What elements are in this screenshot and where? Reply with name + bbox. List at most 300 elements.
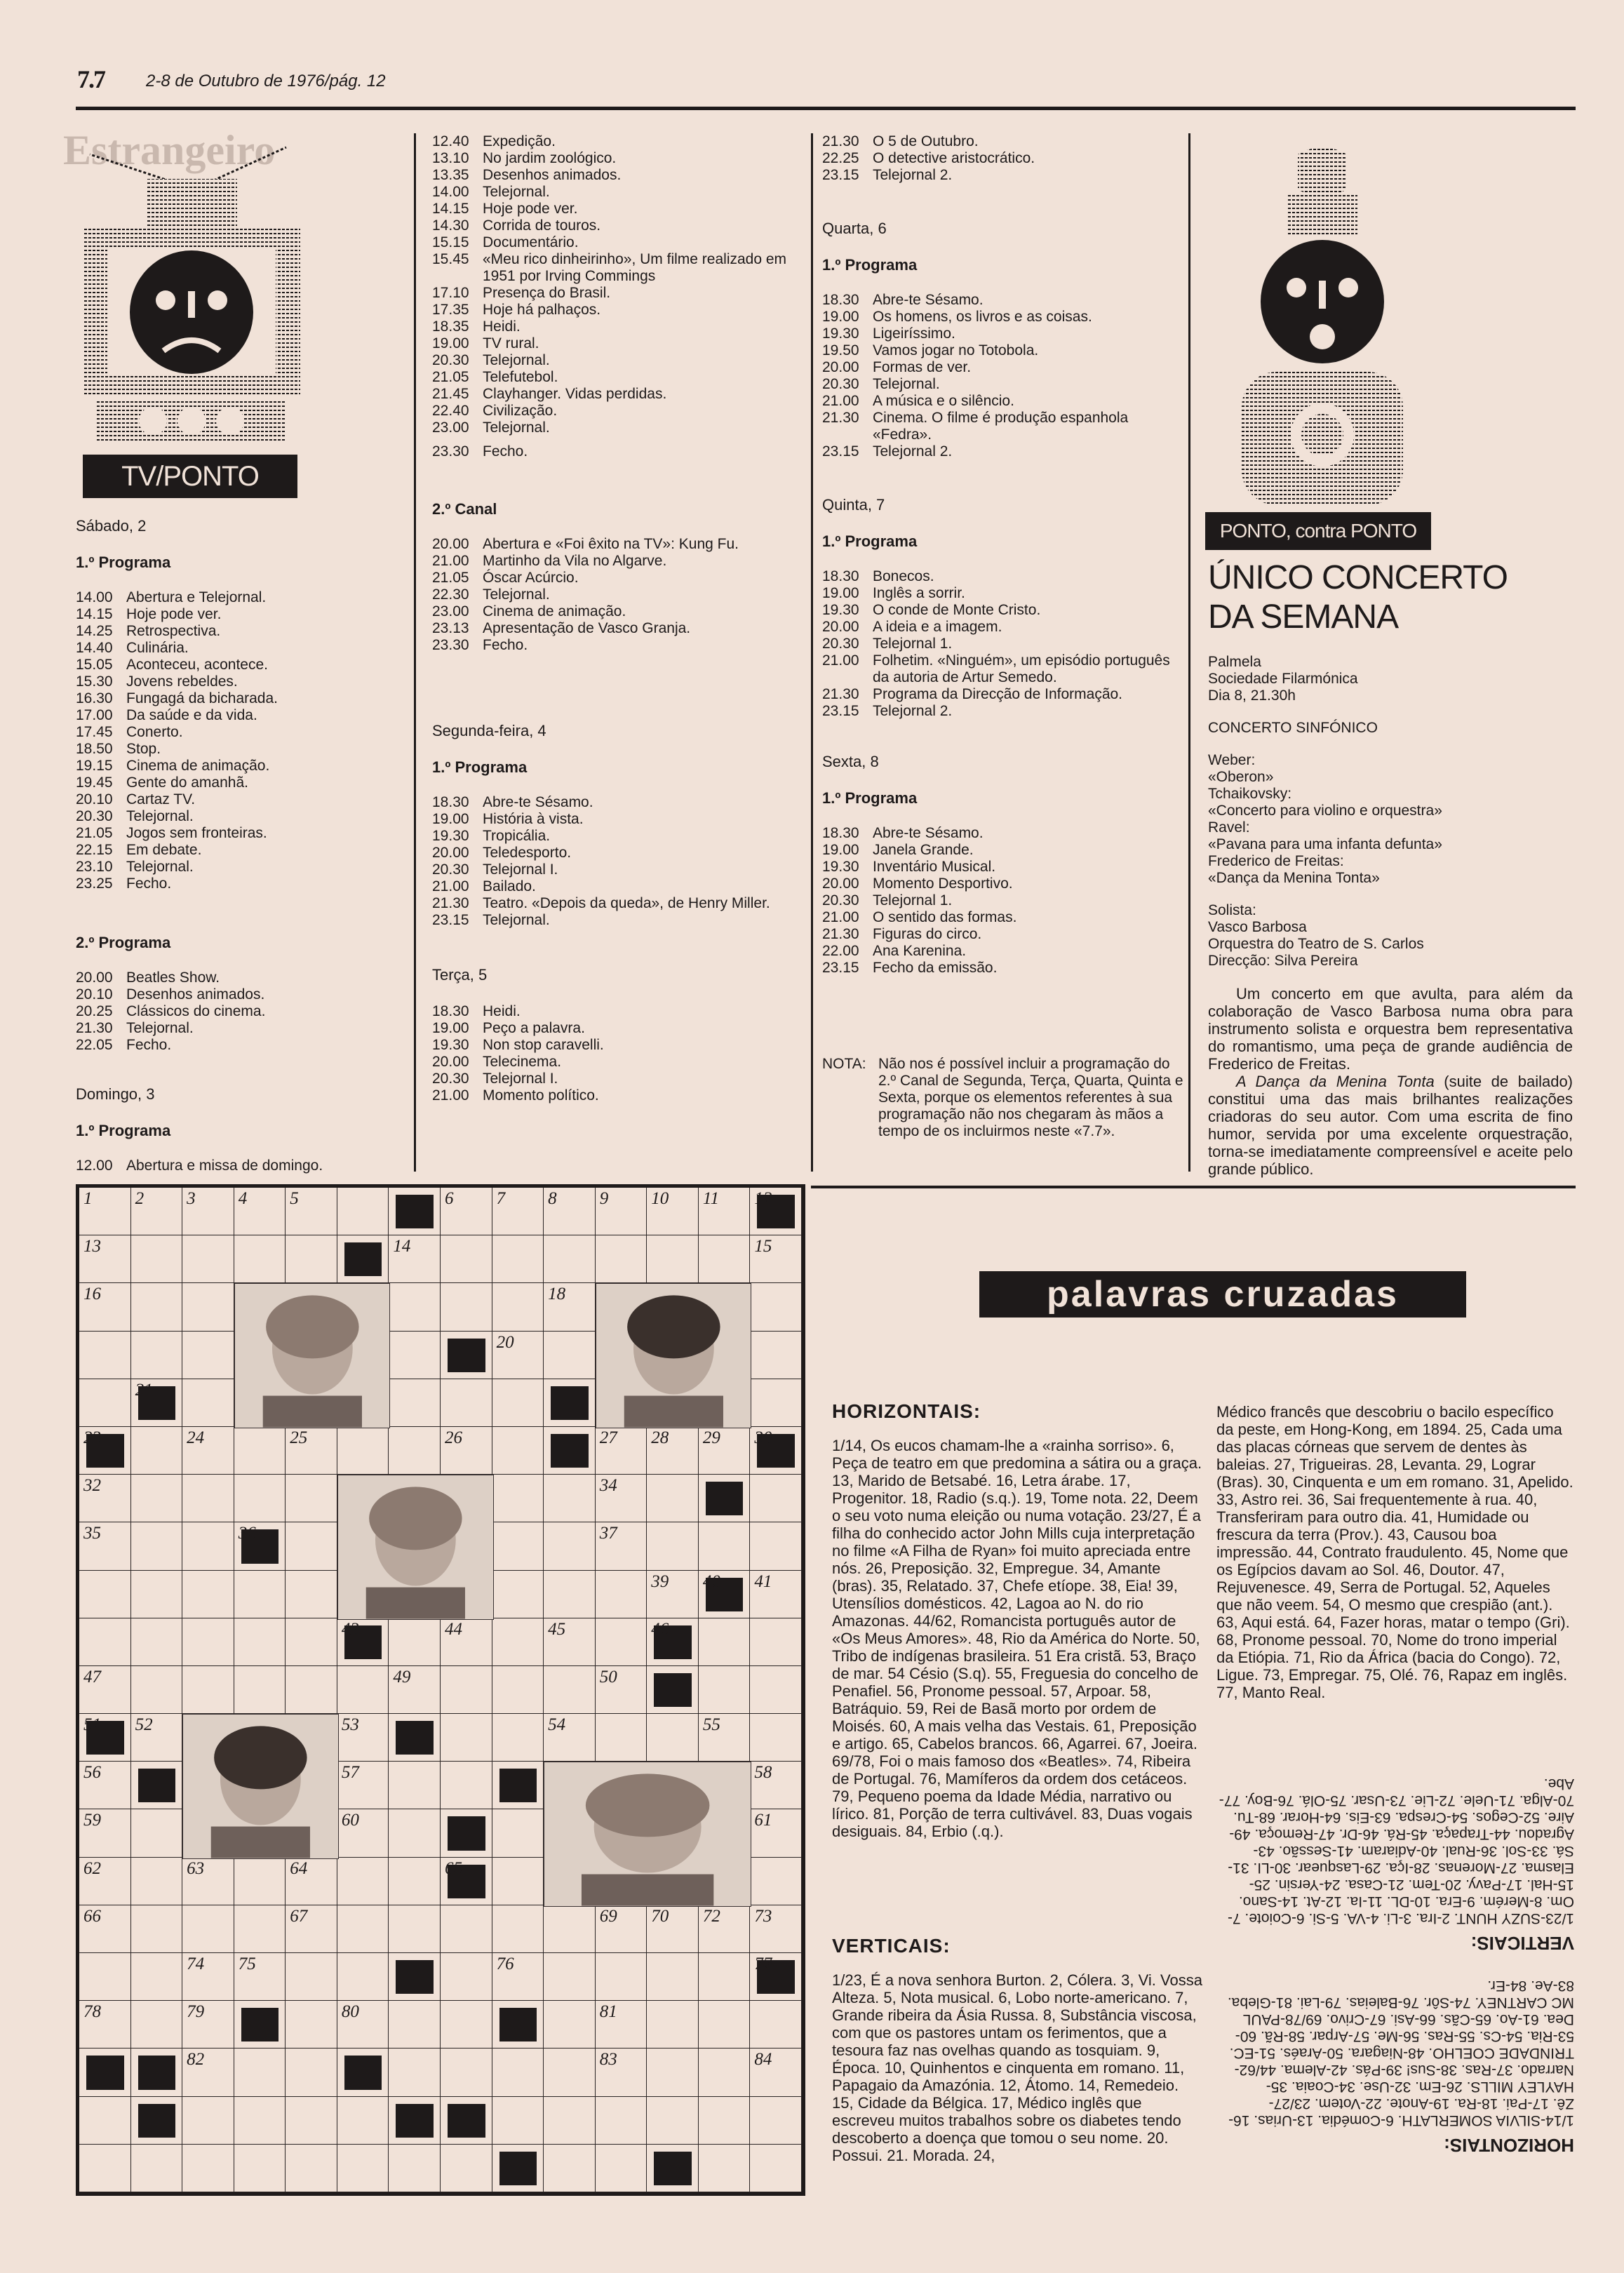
crossword-clue-number: 53: [341, 1715, 359, 1735]
crossword-cell: [286, 2097, 337, 2145]
schedule-title: Formas de ver.: [873, 359, 972, 375]
crossword-black-square: [551, 1434, 589, 1468]
schedule-title: Telejornal 1.: [873, 892, 953, 908]
schedule-item: [76, 970, 405, 986]
crossword-cell: [182, 1571, 234, 1618]
crossword-cell: [750, 1618, 802, 1666]
crossword-cell: [544, 1522, 596, 1570]
schedule-time: 23.00: [432, 420, 469, 436]
crossword-clue-number: 14: [393, 1237, 411, 1256]
schedule-title: Telejornal 1.: [873, 636, 953, 652]
crossword-clue-number: 69: [599, 1906, 617, 1926]
crossword-cell: [234, 2145, 286, 2192]
crossword-cell: [182, 1332, 234, 1379]
schedule-title: Bonecos.: [873, 568, 934, 584]
crossword-clue-number: 18: [548, 1285, 566, 1304]
crossword-cell: [492, 2097, 544, 2145]
schedule-item: [76, 673, 405, 690]
schedule-time: 12.00: [76, 1158, 113, 1174]
crossword-cell: [131, 1666, 183, 1714]
schedule-item: [822, 410, 1180, 443]
crossword-cell: [337, 1905, 389, 1953]
schedule-title: Telejornal.: [126, 808, 194, 824]
schedule-title: Da saúde e da vida.: [126, 707, 257, 723]
crossword-cell: [492, 1475, 544, 1522]
horizontal-clues: [832, 1400, 1204, 1840]
schedule-item: [432, 352, 804, 369]
crossword-cell: [234, 1905, 286, 1953]
crossword-cell: [389, 1858, 441, 1905]
schedule-title: No jardim zoológico.: [483, 150, 617, 166]
crossword-clue-number: 44: [445, 1619, 462, 1639]
schedule-title: Hoje há palhaços.: [483, 302, 601, 318]
schedule-time: 19.00: [432, 1020, 469, 1036]
schedule-time: 20.10: [76, 791, 113, 807]
schedule-time: 21.30: [822, 133, 859, 149]
schedule-title: Cinema de animação.: [126, 758, 270, 774]
crossword-cell: [337, 2145, 389, 2192]
crossword-clue-number: 63: [187, 1858, 205, 1878]
crossword-cell: [699, 1953, 751, 2001]
crossword-cell: [389, 2049, 441, 2096]
crossword-cell: [596, 2097, 647, 2145]
schedule-time: 18.35: [432, 319, 469, 335]
schedule-title: Cartaz TV.: [126, 791, 196, 807]
crossword-cell: [234, 1858, 286, 1905]
crossword-clue-number: 62: [83, 1858, 101, 1878]
crossword-cell: [750, 1283, 802, 1331]
crossword-clue-number: 20: [496, 1332, 514, 1352]
crossword-cell: [596, 1235, 647, 1283]
crossword-clue-number: 40: [702, 1571, 720, 1591]
crossword-cell: [286, 1522, 337, 1570]
schedule-item: [822, 568, 1180, 585]
schedule-item: [822, 703, 1180, 720]
crossword-cell: [441, 2145, 492, 2192]
crossword-clue-number: 47: [83, 1667, 101, 1687]
crossword-clue-number: 43: [341, 1619, 359, 1639]
schedule-item: [822, 167, 1180, 184]
crossword-cell: [131, 1571, 183, 1618]
crossword-clue-number: 74: [187, 1954, 205, 1974]
crossword-cell: [492, 1858, 544, 1905]
schedule-item: [432, 811, 804, 828]
schedule-item: [432, 251, 804, 285]
schedule-item: [76, 707, 405, 724]
crossword-cell: [337, 1427, 389, 1475]
schedule-time: 18.30: [822, 825, 859, 841]
crossword-cell: [699, 1235, 751, 1283]
crossword-cell: [492, 1714, 544, 1762]
crossword-cell: [544, 2049, 596, 2096]
schedule-title: Civilização.: [483, 403, 558, 419]
schedule-item: [76, 640, 405, 657]
conductor: Direcção: Silva Pereira: [1208, 953, 1358, 969]
crossword-clue-number: 56: [83, 1763, 101, 1783]
crossword-cell: [79, 2145, 131, 2192]
program-heading: 1.º Programa: [822, 256, 918, 274]
schedule-item: [432, 335, 804, 352]
program-heading: 2.º Programa: [76, 934, 171, 951]
crossword-cell: [750, 2001, 802, 2049]
schedule-time: 22.25: [822, 150, 859, 166]
schedule-time: 14.30: [432, 217, 469, 234]
schedule-list: [76, 970, 405, 1054]
schedule-time: 18.30: [432, 794, 469, 810]
schedule-title: Hoje pode ver.: [483, 201, 578, 217]
crossword-clue-number: 7: [496, 1189, 506, 1208]
crossword-cell: [596, 1714, 647, 1762]
schedule-title: Inventário Musical.: [873, 859, 996, 875]
schedule-title: Martinho da Vila no Algarve.: [483, 553, 667, 569]
schedule-title: Gente do amanhã.: [126, 775, 248, 791]
schedule-time: 19.30: [432, 828, 469, 844]
crossword-cell: [441, 1953, 492, 2001]
crossword-clue-number: 46: [651, 1619, 669, 1639]
crossword-cell: [699, 1618, 751, 1666]
schedule-title: Cinema de animação.: [483, 603, 626, 619]
note-label: NOTA:: [822, 1056, 866, 1072]
schedule-time: 21.05: [76, 825, 113, 841]
schedule-item: [432, 302, 804, 319]
schedule-title: Telejornal.: [483, 586, 550, 603]
crossword-black-square: [241, 2008, 279, 2041]
schedule-item: [822, 585, 1180, 602]
schedule-item: [822, 909, 1180, 926]
crossword-clue-number: 78: [83, 2002, 101, 2022]
schedule-title: Conerto.: [126, 724, 183, 740]
schedule-title: Em debate.: [126, 842, 202, 858]
crossword-clue-number: 23: [83, 1428, 101, 1447]
crossword-cell: [131, 2001, 183, 2049]
crossword-cell: [182, 1666, 234, 1714]
schedule-title: Beatles Show.: [126, 970, 220, 986]
schedule-title: Expedição.: [483, 133, 556, 149]
schedule-time: 17.45: [76, 724, 113, 740]
crossword-clue-number: 9: [599, 1189, 609, 1208]
day-heading-friday: Sexta, 8: [822, 753, 879, 770]
schedule-title: Ligeiríssimo.: [873, 326, 955, 342]
crossword-black-square: [551, 1386, 589, 1420]
schedule-item: [822, 876, 1180, 892]
program-line: Tchaikovsky:: [1208, 786, 1292, 802]
schedule-time: 17.35: [432, 302, 469, 318]
crossword-clue-number: 1: [83, 1189, 93, 1208]
program-line: «Oberon»: [1208, 769, 1274, 785]
crossword-cell: [647, 1235, 699, 1283]
day-heading-wednesday: Quarta, 6: [822, 220, 887, 237]
crossword-cell: [750, 1858, 802, 1905]
magazine-logo: 7.7: [77, 65, 105, 93]
schedule-title: Telejornal I.: [483, 1071, 558, 1087]
schedule-time: 19.30: [822, 326, 859, 342]
schedule-time: 22.30: [432, 586, 469, 603]
schedule-item: [76, 657, 405, 673]
schedule-item: [76, 758, 405, 775]
crossword-black-square: [499, 1769, 537, 1802]
soloist-name: Vasco Barbosa: [1208, 919, 1307, 935]
schedule-title: Momento político.: [483, 1087, 599, 1104]
crossword-cell: [544, 2001, 596, 2049]
crossword-cell: [182, 1283, 234, 1331]
program-line: Ravel:: [1208, 819, 1250, 836]
schedule-time: 21.00: [432, 878, 469, 894]
schedule-item: [432, 133, 804, 150]
schedule-item: [76, 859, 405, 876]
crossword-black-square: [344, 2056, 382, 2089]
crossword-black-square: [448, 2104, 485, 2138]
crossword-clue-number: 82: [187, 2050, 205, 2070]
schedule-item: [76, 775, 405, 791]
schedule-title: Telecinema.: [483, 1054, 562, 1070]
schedule-item: [432, 861, 804, 878]
crossword-cell: [131, 1332, 183, 1379]
schedule-time: 21.00: [822, 909, 859, 925]
crossword-cell: [492, 1235, 544, 1283]
orchestra: Orquestra do Teatro de S. Carlos: [1208, 936, 1424, 952]
schedule-title: O detective aristocrático.: [873, 150, 1035, 166]
crossword-black-square: [396, 1721, 434, 1755]
schedule-time: 23.25: [76, 876, 113, 892]
schedule-time: 19.45: [76, 775, 113, 791]
crossword-cell: [750, 1522, 802, 1570]
schedule-item: [432, 603, 804, 620]
crossword-cell: [441, 2049, 492, 2096]
schedule-item: [432, 1071, 804, 1087]
schedule-time: 14.00: [76, 589, 113, 605]
schedule-time: 19.15: [76, 758, 113, 774]
crossword-cell: [286, 1953, 337, 2001]
schedule-item: [432, 1054, 804, 1071]
crossword-cell: [750, 1666, 802, 1714]
schedule-item: [432, 386, 804, 403]
crossword-cell: [647, 1714, 699, 1762]
schedule-title: Apresentação de Vasco Granja.: [483, 620, 691, 636]
schedule-title: Fecho.: [483, 443, 528, 460]
crossword-cell: [647, 1475, 699, 1522]
crossword-cell: [131, 1522, 183, 1570]
schedule-item: [76, 1158, 405, 1174]
column-divider: [414, 133, 416, 1172]
program-heading: 1.º Programa: [822, 789, 918, 807]
crossword-clue-number: 3: [187, 1189, 196, 1208]
crossword-clue-number: 15: [754, 1237, 772, 1256]
crossword-clue-number: 75: [238, 1954, 256, 1974]
crossword-cell: [131, 1953, 183, 2001]
crossword-cell: [182, 2097, 234, 2145]
vertical-clues-heading: VERTICAIS:: [832, 1935, 951, 1957]
crossword-black-square: [706, 1482, 744, 1515]
crossword-cell: [544, 1332, 596, 1379]
crossword-cell: [492, 1522, 544, 1570]
crossword-cell: [441, 1235, 492, 1283]
schedule-time: 19.30: [432, 1037, 469, 1053]
crossword-clue-number: 26: [445, 1428, 462, 1447]
programming-note: [822, 1056, 1187, 1140]
solutions-horizontal: 1/14-SILVIA SOMERLATH. 6-Comédia. 13-Urias. 16-Zê. 17-Pai. 18-Ra. 19-Anote. 22-Votem. 23/27-HAYLEY MILLS. 26-Em. 32-Use. 34-Coaia. 35-Narrado. 37-Ras. 38-Sus! 39-Pás. 42-Alema. 44/62-TRINDADE COELHO. 48-Niagara. 50-Araés. 51-EC. 53-Ria. 54-Cs. 55-Ras. 56-Me. 57-Arpar. 58-Rã. 60-Dea. 61-Ao. 65-Cãs. 66-Asi. 67-Crivo. 69/78-PAUL MC CARTNEY. 74-Sôr. 76-Baleias. 79-Lai. 81-Gleba. 83-Ae. 84-Er.: [1227, 1978, 1574, 2128]
crossword-clue-number: 54: [548, 1715, 566, 1735]
crossword-cell: [234, 2097, 286, 2145]
crossword-black-square: [138, 2056, 176, 2089]
schedule-title: Abertura e Telejornal.: [126, 589, 267, 605]
program-heading: 1.º Programa: [76, 554, 171, 571]
portrait-photo: [182, 1714, 339, 1859]
schedule-item: [822, 150, 1180, 167]
schedule-time: 17.10: [432, 285, 469, 301]
crossword-clue-number: 25: [290, 1428, 308, 1447]
crossword-cell: [389, 2001, 441, 2049]
schedule-item: [822, 619, 1180, 636]
crossword-cell: [389, 2145, 441, 2192]
crossword-cell: [389, 1283, 441, 1331]
schedule-time: 14.40: [76, 640, 113, 656]
crossword-cell: [699, 1666, 751, 1714]
schedule-item: [822, 652, 1180, 686]
crossword-clue-number: 45: [548, 1619, 566, 1639]
crossword-clue-number: 21: [135, 1380, 153, 1400]
schedule-title: Abre-te Sésamo.: [873, 292, 984, 308]
crossword-cell: [544, 1235, 596, 1283]
schedule-title: Stop.: [126, 741, 161, 757]
schedule-title: Inglês a sorrir.: [873, 585, 965, 601]
schedule-time: 15.45: [432, 251, 469, 267]
schedule-list: [432, 794, 804, 929]
schedule-time: 20.00: [432, 536, 469, 552]
crossword-cell: [286, 1571, 337, 1618]
crossword-clue-number: 67: [290, 1906, 308, 1926]
crossword-cell: [234, 1571, 286, 1618]
crossword-cell: [234, 1475, 286, 1522]
schedule-item: [76, 623, 405, 640]
schedule-item: [76, 589, 405, 606]
schedule-title: A ideia e a imagem.: [873, 619, 1002, 635]
schedule-column-2: [432, 133, 804, 1104]
schedule-title: Corrida de touros.: [483, 217, 601, 234]
crossword-clue-number: 61: [754, 1811, 772, 1830]
schedule-title: A música e o silêncio.: [873, 393, 1014, 409]
schedule-title: Telejornal.: [483, 184, 550, 200]
crossword-cell: [596, 2145, 647, 2192]
crossword-clue-number: 84: [754, 2050, 772, 2070]
crossword-clue-number: 16: [83, 1285, 101, 1304]
schedule-title: Retrospectiva.: [126, 623, 221, 639]
crossword-cell: [647, 2001, 699, 2049]
schedule-item: [822, 292, 1180, 309]
schedule-time: 22.40: [432, 403, 469, 419]
schedule-time: 20.00: [822, 619, 859, 635]
crossword-clue-number: 72: [702, 1906, 720, 1926]
crossword-cell: [79, 1571, 131, 1618]
schedule-time: 21.00: [822, 393, 859, 409]
schedule-time: 22.05: [76, 1037, 113, 1053]
schedule-time: 20.30: [432, 1071, 469, 1087]
schedule-item: [432, 217, 804, 234]
program-heading: 1.º Programa: [432, 758, 528, 776]
crossword-cell: [286, 1235, 337, 1283]
crossword-cell: [544, 1571, 596, 1618]
schedule-time: 20.30: [822, 892, 859, 908]
schedule-title: Óscar Acúrcio.: [483, 570, 579, 586]
schedule-item: [432, 369, 804, 386]
crossword-cell: [544, 1905, 596, 1953]
schedule-item: [432, 319, 804, 335]
crossword-cell: [492, 1618, 544, 1666]
crossword-clue-number: 30: [754, 1428, 772, 1447]
crossword-clue-number: 57: [341, 1763, 359, 1783]
schedule-time: 14.15: [432, 201, 469, 217]
crossword-black-square: [654, 1673, 692, 1707]
crossword-cell: [492, 2049, 544, 2096]
horizontal-clues-continued-text: Médico francês que descobriu o bacilo específico da peste, em Hong-Kong, em 1894. 25, Cada uma das placas córneas que servem de dentes às baleias. 27, Trigueiras. 28, Levanta. 29, Lograr (Bras). 30, Cinquenta e um em romano. 31, Apelido. 33, Astro rei. 36, Sai frequentemente à rua. 40, Transferiram para outro dia. 41, Humidade ou frescura da terra (Prov.). 43, Causou boa impressão. 44, Contrato fraudulento. 45, Nome que os Egípcios davam ao Sol. 46, Doutor. 47, Rejuvenesce. 49, Serra de Portugal. 52, Aqueles que não veem. 54, O mesmo que crespião (ant.). 63, Aqui está. 64, Fazer horas, matar o tempo (Gri). 68, Pronome pessoal. 70, Nome do trono imperial da Etiópia. 71, Rio da África (bacia do Congo). 72, Ligue. 73, Empregar. 75, Olé. 76, Rapaz em inglês. 77, Manto Real.: [1216, 1403, 1573, 1701]
crossword-cell: [389, 1762, 441, 1809]
crossword-cell: [750, 2145, 802, 2192]
crossword-clue-number: 73: [754, 1906, 772, 1926]
schedule-item: [76, 842, 405, 859]
schedule-time: 21.30: [822, 410, 859, 426]
schedule-item: [822, 359, 1180, 376]
schedule-time: 23.15: [432, 912, 469, 928]
schedule-title: Heidi.: [483, 319, 521, 335]
crossword-cell: [182, 1379, 234, 1427]
article-paragraph: Um concerto em que avulta, para além da colaboração de Vasco Barbosa numa obra para instrumento solista e orquestra bem representativa do romantismo, uma peça de grande audiência de Frederico de Freitas.: [1208, 985, 1573, 1073]
crossword-black-square: [138, 1769, 176, 1802]
crossword-black-square: [448, 1816, 485, 1850]
schedule-title: O sentido das formas.: [873, 909, 1017, 925]
crossword-cell: [544, 2145, 596, 2192]
concert-details: [1208, 654, 1573, 1178]
schedule-time: 20.30: [432, 352, 469, 368]
schedule-time: 21.05: [432, 570, 469, 586]
crossword-clue-number: 28: [651, 1428, 669, 1447]
schedule-column-3: [822, 133, 1180, 977]
schedule-time: 23.15: [822, 960, 859, 976]
horizontal-clues-continued: [1216, 1403, 1574, 1701]
schedule-item: [432, 1003, 804, 1020]
schedule-title: Telejornal I.: [483, 861, 558, 878]
schedule-item: [432, 845, 804, 861]
crossword-cell: [389, 1618, 441, 1666]
crossword-black-square: [344, 1242, 382, 1276]
crossword-cell: [131, 1427, 183, 1475]
crossword-cell: [337, 1666, 389, 1714]
crossword-clue-number: 49: [393, 1667, 411, 1687]
crossword-cell: [182, 2145, 234, 2192]
schedule-list: [432, 536, 804, 654]
crossword-clue-number: 39: [651, 1571, 669, 1591]
schedule-title: Aconteceu, acontece.: [126, 657, 268, 673]
schedule-title: TV rural.: [483, 335, 539, 351]
tv-sad-face-icon: [76, 140, 307, 449]
crossword-clue-number: 79: [187, 2002, 205, 2022]
schedule-item: [432, 637, 804, 654]
crossword-cell: [286, 2001, 337, 2049]
schedule-item: [822, 859, 1180, 876]
day-heading-saturday: Sábado, 2: [76, 517, 147, 535]
schedule-title: Non stop caravelli.: [483, 1037, 604, 1053]
schedule-time: 15.05: [76, 657, 113, 673]
portrait-photo: [596, 1283, 752, 1428]
crossword-cell: [596, 1953, 647, 2001]
schedule-item: [432, 234, 804, 251]
schedule-time: 19.30: [822, 859, 859, 875]
schedule-item: [432, 184, 804, 201]
crossword-cell: [234, 1666, 286, 1714]
schedule-item: [822, 636, 1180, 652]
schedule-list: [822, 133, 1180, 184]
crossword-clue-number: 24: [187, 1428, 205, 1447]
crossword-cell: [699, 2049, 751, 2096]
crossword-cell: [389, 1809, 441, 1857]
